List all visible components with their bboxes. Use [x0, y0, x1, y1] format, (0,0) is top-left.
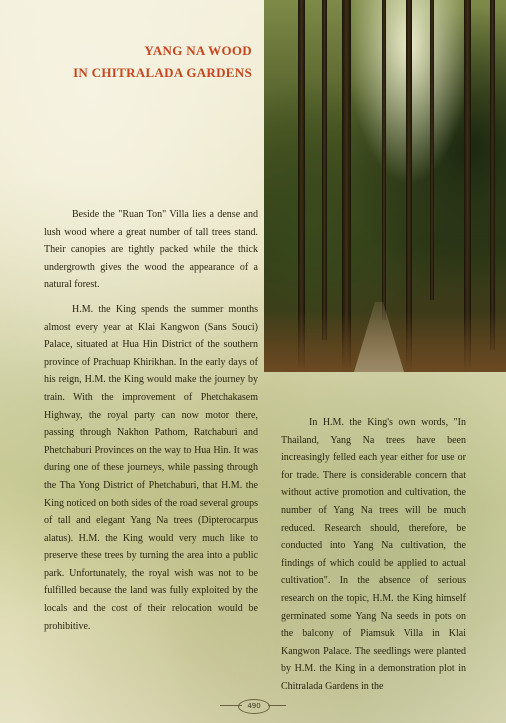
- page-number-ornament: [220, 696, 286, 716]
- page-number: 490: [238, 699, 270, 714]
- article-title: [60, 40, 252, 84]
- right-text-column: [281, 414, 466, 703]
- paragraph: H.M. the King spends the summer months almost every year at Klai Kangwon (Sans Souci) Palace, situated at Hua Hin District of the southern province of Prachuap Khirikhan. In the early days of his reign, H.M. the King would make the journey by train. With the improvement of Phetchakasem Highway, the royal party can now motor there, passing through Nakhon Pathom, Ratchaburi and Phetchaburi Provinces on the way to Hua Hin. It was during one of these journeys, while passing through the Tha Yong District of Phetchaburi, that H.M. the King noticed on both sides of the road several groups of tall and elegant Yang Na trees (Dipterocarpus alatus). H.M. the King would very much like to preserve these trees by turning the area into a public park. Unfortunately, the royal wish was not to be fulfilled because the land was fully exploited by the locals and the cost of their relocation would be prohibitive.: [44, 303, 258, 632]
- paragraph: In H.M. the King's own words, "In Thailand, Yang Na trees have been increasingly felled each year either for use or for trade. There is considerable concern that without active promotion and cultivation, the number of Yang Na trees will be much reduced. Research should, therefore, be conducted into Yang Na cultivation, the findings of which could be applied to actual cultivation". In the absence of serious research on the topic, H.M. the King himself germinated some Yang Na seeds in pots on the balcony of Piamsuk Villa in Klai Kangwon Palace. The seedlings were planted by H.M. the King in a demonstration plot in Chitralada Gardens in the: [281, 417, 466, 692]
- title-line-1: YANG NA WOOD: [144, 43, 252, 58]
- paragraph: Beside the "Ruan Ton" Villa lies a dense and lush wood where a great number of tall trees stand. Their canopies are tightly packed while the thick undergrowth gives the wood the appearance of a natural forest.: [44, 209, 258, 291]
- forest-photo: [264, 0, 506, 372]
- title-line-2: IN CHITRALADA GARDENS: [73, 65, 252, 80]
- left-text-column: [44, 206, 258, 642]
